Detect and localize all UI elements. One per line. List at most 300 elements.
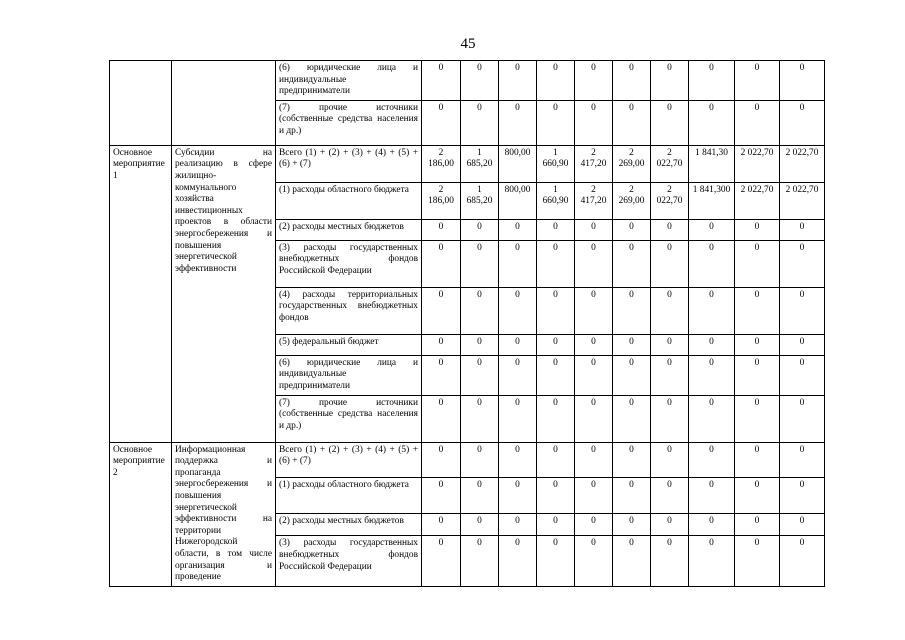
value-cell — [537, 287, 575, 334]
value-text: 0 — [667, 444, 672, 455]
value-text: 0 — [438, 336, 444, 347]
value-text: 2 022,70 — [785, 147, 819, 158]
value-cell — [689, 442, 735, 477]
value-text: 2 417,20 — [580, 147, 607, 170]
value-text: 1 841,30 — [695, 147, 728, 158]
value-cell — [613, 61, 651, 101]
value-text: 0 — [591, 516, 596, 527]
value-text: 0 — [438, 516, 444, 527]
value-text: 0 — [629, 336, 634, 347]
value-cell — [735, 145, 780, 182]
value-text: 0 — [709, 102, 714, 113]
value-cell — [689, 219, 735, 240]
value-text: 0 — [591, 242, 596, 253]
value-text: 0 — [667, 242, 672, 253]
value-cell — [575, 395, 613, 442]
value-text: 0 — [709, 538, 714, 549]
value-cell — [499, 219, 537, 240]
value-cell — [689, 61, 735, 101]
value-cell — [780, 182, 825, 219]
value-cell — [651, 395, 689, 442]
value-cell — [689, 355, 735, 395]
value-text: 0 — [553, 357, 558, 368]
value-text: 0 — [629, 479, 634, 490]
value-text: 0 — [515, 538, 520, 549]
value-cell — [499, 182, 537, 219]
value-cell — [651, 334, 689, 355]
value-text: 0 — [515, 444, 520, 455]
value-text: 0 — [591, 479, 596, 490]
value-cell — [613, 514, 651, 536]
value-cell — [499, 355, 537, 395]
value-text: 2 269,00 — [618, 184, 645, 207]
value-cell — [735, 240, 780, 287]
value-text: 0 — [799, 63, 805, 73]
value-cell — [613, 355, 651, 395]
table-row — [110, 442, 825, 477]
value-text: 0 — [553, 516, 558, 527]
value-cell — [461, 100, 499, 145]
value-text: 0 — [799, 242, 805, 253]
value-text: 1 685,20 — [466, 184, 493, 207]
value-cell — [780, 145, 825, 182]
value-text: 0 — [477, 242, 482, 253]
value-text: 0 — [709, 336, 714, 347]
value-cell — [689, 145, 735, 182]
measure-title-cell — [172, 61, 276, 146]
value-cell — [537, 477, 575, 513]
value-text: 0 — [515, 336, 520, 347]
table-body — [110, 61, 825, 587]
value-cell — [422, 442, 461, 477]
funding-table — [109, 60, 825, 587]
value-text: 0 — [709, 63, 714, 73]
value-cell — [735, 536, 780, 586]
value-text: 0 — [515, 102, 520, 113]
value-cell — [537, 536, 575, 586]
value-text: 0 — [799, 538, 805, 549]
value-text: 0 — [754, 538, 760, 549]
value-text: 0 — [477, 102, 482, 113]
value-cell — [461, 240, 499, 287]
value-cell — [651, 477, 689, 513]
value-cell — [689, 182, 735, 219]
value-cell — [651, 287, 689, 334]
funding-source-cell: (2) расходы местных бюджетов — [276, 514, 422, 536]
funding-source-cell: (6) юридические лица и индивидуальные предприниматели — [276, 61, 422, 101]
value-text: 0 — [667, 63, 672, 73]
value-cell — [422, 536, 461, 586]
value-cell — [613, 240, 651, 287]
value-cell — [780, 514, 825, 536]
value-cell — [461, 442, 499, 477]
value-text: 0 — [477, 357, 482, 368]
value-cell — [461, 145, 499, 182]
funding-source-cell: (1) расходы областного бюджета — [276, 477, 422, 513]
measure-name-cell: Основное мероприятие 2 — [110, 442, 172, 586]
value-cell — [651, 100, 689, 145]
value-cell — [613, 334, 651, 355]
value-cell — [735, 477, 780, 513]
value-text: 0 — [553, 102, 558, 113]
value-cell — [651, 442, 689, 477]
value-text: 0 — [629, 516, 634, 527]
value-cell — [499, 514, 537, 536]
value-cell — [422, 355, 461, 395]
value-text: 0 — [667, 479, 672, 490]
value-cell — [575, 61, 613, 101]
value-cell — [461, 514, 499, 536]
value-cell — [461, 477, 499, 513]
table-row — [110, 61, 825, 101]
value-text: 0 — [629, 538, 634, 549]
value-text: 0 — [591, 357, 596, 368]
value-cell — [735, 334, 780, 355]
value-cell — [735, 514, 780, 536]
value-cell — [575, 219, 613, 240]
value-cell — [613, 287, 651, 334]
value-text: 0 — [754, 221, 760, 232]
value-text: 0 — [591, 336, 596, 347]
value-cell — [651, 240, 689, 287]
value-cell — [780, 442, 825, 477]
value-cell — [575, 100, 613, 145]
value-cell — [499, 334, 537, 355]
value-cell — [499, 100, 537, 145]
value-text: 0 — [799, 289, 805, 300]
value-text: 0 — [709, 444, 714, 455]
value-text: 2 186,00 — [428, 184, 454, 207]
value-cell — [651, 219, 689, 240]
value-cell — [780, 536, 825, 586]
value-text: 0 — [438, 444, 444, 455]
value-text: 0 — [553, 63, 558, 73]
value-cell — [735, 287, 780, 334]
value-cell — [499, 240, 537, 287]
value-cell — [461, 61, 499, 101]
value-text: 0 — [553, 479, 558, 490]
value-text: 0 — [477, 538, 482, 549]
funding-source-cell: (7) прочие источники (собственные средства населения и др.) — [276, 395, 422, 442]
value-cell — [689, 514, 735, 536]
funding-source-cell: (6) юридические лица и индивидуальные предприниматели — [276, 355, 422, 395]
value-text: 0 — [754, 357, 760, 368]
value-text: 0 — [754, 397, 760, 408]
value-text: 2 022,70 — [656, 147, 683, 170]
value-text: 0 — [477, 479, 482, 490]
value-text: 0 — [709, 221, 714, 232]
value-cell — [735, 219, 780, 240]
funding-source-cell: (4) расходы территориальных государственных внебюджетных фондов — [276, 287, 422, 334]
value-cell — [651, 61, 689, 101]
value-cell — [422, 514, 461, 536]
value-cell — [499, 145, 537, 182]
value-cell — [422, 334, 461, 355]
value-text: 1 660,90 — [542, 184, 569, 207]
page-number: 45 — [460, 36, 476, 52]
value-cell — [689, 477, 735, 513]
value-text: 0 — [591, 444, 596, 455]
value-cell — [537, 395, 575, 442]
value-text: 0 — [477, 63, 482, 73]
funding-source-cell: Всего (1) + (2) + (3) + (4) + (5) + (6) + (7) — [276, 442, 422, 477]
value-text: 0 — [515, 221, 520, 232]
value-cell — [575, 182, 613, 219]
value-text: 0 — [754, 102, 760, 113]
value-text: 0 — [553, 336, 558, 347]
value-cell — [613, 442, 651, 477]
value-cell — [575, 514, 613, 536]
value-text: 0 — [709, 357, 714, 368]
value-cell — [780, 355, 825, 395]
value-text: 0 — [709, 516, 714, 527]
value-text: 0 — [709, 242, 714, 253]
value-text: 0 — [629, 289, 634, 300]
value-text: 0 — [754, 289, 760, 300]
value-cell — [422, 287, 461, 334]
value-cell — [537, 219, 575, 240]
value-cell — [461, 334, 499, 355]
value-text: 0 — [667, 102, 672, 113]
value-cell — [780, 395, 825, 442]
value-text: 2 022,70 — [656, 184, 683, 207]
value-cell — [461, 287, 499, 334]
funding-source-cell: (7) прочие источники (собственные средства населения и др.) — [276, 100, 422, 145]
value-cell — [575, 477, 613, 513]
value-cell — [537, 100, 575, 145]
value-text: 0 — [515, 63, 520, 73]
value-text: 0 — [553, 289, 558, 300]
value-text: 0 — [799, 479, 805, 490]
value-cell — [461, 395, 499, 442]
value-text: 0 — [438, 397, 444, 408]
value-cell — [422, 219, 461, 240]
value-text: 2 186,00 — [428, 147, 454, 170]
value-cell — [780, 477, 825, 513]
value-text: 800,00 — [504, 147, 531, 158]
value-cell — [613, 145, 651, 182]
value-text: 0 — [754, 242, 760, 253]
value-text: 0 — [629, 397, 634, 408]
value-cell — [575, 442, 613, 477]
value-text: 0 — [709, 479, 714, 490]
value-cell — [422, 145, 461, 182]
value-text: 0 — [477, 397, 482, 408]
value-text: 2 417,20 — [580, 184, 607, 207]
value-cell — [499, 477, 537, 513]
value-cell — [613, 395, 651, 442]
funding-source-cell: (2) расходы местных бюджетов — [276, 219, 422, 240]
value-cell — [651, 514, 689, 536]
value-cell — [651, 355, 689, 395]
value-text: 0 — [709, 397, 714, 408]
value-cell — [537, 514, 575, 536]
value-text: 0 — [629, 242, 634, 253]
value-cell — [735, 442, 780, 477]
value-cell — [499, 61, 537, 101]
value-cell — [780, 100, 825, 145]
value-text: 0 — [799, 444, 805, 455]
value-cell — [537, 240, 575, 287]
measure-title-cell: Субсидии на реализацию в сфере жилищно-коммунального хозяйства инвестиционных проектов в области энергосбережения и повышения энергетической эффективности — [172, 145, 276, 442]
value-text: 0 — [477, 516, 482, 527]
value-text: 0 — [515, 479, 520, 490]
value-text: 0 — [477, 221, 482, 232]
value-cell — [689, 100, 735, 145]
value-cell — [537, 442, 575, 477]
value-text: 0 — [591, 221, 596, 232]
value-text: 0 — [629, 444, 634, 455]
value-text: 0 — [515, 242, 520, 253]
value-text: 0 — [477, 444, 482, 455]
value-cell — [575, 355, 613, 395]
value-cell — [780, 240, 825, 287]
value-cell — [780, 334, 825, 355]
measure-title-cell: Информационная поддержка и пропаганда энергосбережения и повышения энергетической эффективности на территории Нижегородской области, в том числе организация и проведение — [172, 442, 276, 586]
value-text: 0 — [799, 102, 805, 113]
value-text: 0 — [629, 63, 634, 73]
table-row — [110, 145, 825, 182]
value-text: 0 — [477, 336, 482, 347]
value-text: 0 — [629, 102, 634, 113]
value-cell — [613, 477, 651, 513]
value-cell — [575, 536, 613, 586]
value-text: 2 022,70 — [740, 184, 774, 195]
value-text: 1 841,300 — [692, 184, 731, 195]
value-cell — [575, 240, 613, 287]
value-text: 0 — [667, 336, 672, 347]
value-text: 800,00 — [504, 184, 531, 195]
value-text: 0 — [438, 538, 444, 549]
value-text: 0 — [591, 102, 596, 113]
value-cell — [537, 334, 575, 355]
value-cell — [613, 219, 651, 240]
funding-source-cell: (1) расходы областного бюджета — [276, 182, 422, 219]
value-text: 0 — [591, 397, 596, 408]
value-text: 0 — [553, 242, 558, 253]
value-text: 0 — [667, 397, 672, 408]
value-cell — [735, 100, 780, 145]
value-cell — [461, 355, 499, 395]
value-text: 1 685,20 — [466, 147, 493, 170]
value-cell — [735, 182, 780, 219]
value-cell — [537, 61, 575, 101]
value-text: 0 — [754, 336, 760, 347]
measure-name-cell — [110, 61, 172, 146]
value-cell — [575, 145, 613, 182]
value-text: 0 — [515, 516, 520, 527]
value-cell — [422, 240, 461, 287]
value-text: 0 — [553, 444, 558, 455]
value-text: 0 — [629, 357, 634, 368]
value-text: 0 — [667, 289, 672, 300]
value-text: 0 — [438, 289, 444, 300]
funding-source-cell: Всего (1) + (2) + (3) + (4) + (5) + (6) + (7) — [276, 145, 422, 182]
value-cell — [422, 61, 461, 101]
value-text: 0 — [591, 63, 596, 73]
value-text: 0 — [629, 221, 634, 232]
value-cell — [735, 395, 780, 442]
measure-name-cell: Основное мероприятие 1 — [110, 145, 172, 442]
value-text: 0 — [754, 63, 760, 73]
value-text: 0 — [754, 444, 760, 455]
value-text: 0 — [438, 357, 444, 368]
value-text: 0 — [438, 63, 444, 73]
value-cell — [461, 219, 499, 240]
funding-source-cell: (3) расходы государственных внебюджетных фондов Российской Федерации — [276, 536, 422, 586]
value-text: 2 269,00 — [618, 147, 645, 170]
value-text: 0 — [591, 538, 596, 549]
funding-source-cell: (5) федеральный бюджет — [276, 334, 422, 355]
value-cell — [689, 287, 735, 334]
value-text: 0 — [477, 289, 482, 300]
value-text: 0 — [438, 479, 444, 490]
value-text: 0 — [799, 397, 805, 408]
value-cell — [461, 182, 499, 219]
value-cell — [575, 287, 613, 334]
value-cell — [613, 536, 651, 586]
value-text: 0 — [754, 516, 760, 527]
value-cell — [422, 100, 461, 145]
value-cell — [537, 145, 575, 182]
value-text: 0 — [515, 289, 520, 300]
value-text: 2 022,70 — [785, 184, 819, 195]
value-cell — [780, 61, 825, 101]
value-text: 2 022,70 — [740, 147, 774, 158]
value-cell — [422, 477, 461, 513]
value-cell — [735, 355, 780, 395]
value-cell — [651, 182, 689, 219]
value-cell — [689, 334, 735, 355]
value-text: 0 — [667, 357, 672, 368]
value-text: 0 — [709, 289, 714, 300]
value-text: 1 660,90 — [542, 147, 569, 170]
value-cell — [499, 442, 537, 477]
funding-source-cell: (3) расходы государственных внебюджетных фондов Российской Федерации — [276, 240, 422, 287]
value-text: 0 — [799, 357, 805, 368]
value-cell — [651, 536, 689, 586]
value-cell — [422, 395, 461, 442]
value-text: 0 — [667, 221, 672, 232]
value-text: 0 — [438, 221, 444, 232]
value-text: 0 — [553, 221, 558, 232]
value-cell — [780, 287, 825, 334]
value-cell — [689, 240, 735, 287]
value-text: 0 — [799, 516, 805, 527]
value-text: 0 — [799, 336, 805, 347]
value-text: 0 — [438, 102, 444, 113]
value-cell — [499, 395, 537, 442]
value-cell — [689, 536, 735, 586]
value-cell — [780, 219, 825, 240]
value-cell — [461, 536, 499, 586]
value-cell — [613, 182, 651, 219]
value-text: 0 — [515, 357, 520, 368]
value-cell — [499, 536, 537, 586]
value-cell — [575, 334, 613, 355]
value-cell — [422, 182, 461, 219]
value-cell — [651, 145, 689, 182]
value-text: 0 — [553, 538, 558, 549]
value-text: 0 — [667, 516, 672, 527]
value-text: 0 — [799, 221, 805, 232]
value-cell — [537, 182, 575, 219]
value-text: 0 — [591, 289, 596, 300]
value-cell — [537, 355, 575, 395]
value-text: 0 — [667, 538, 672, 549]
value-text: 0 — [515, 397, 520, 408]
value-text: 0 — [754, 479, 760, 490]
